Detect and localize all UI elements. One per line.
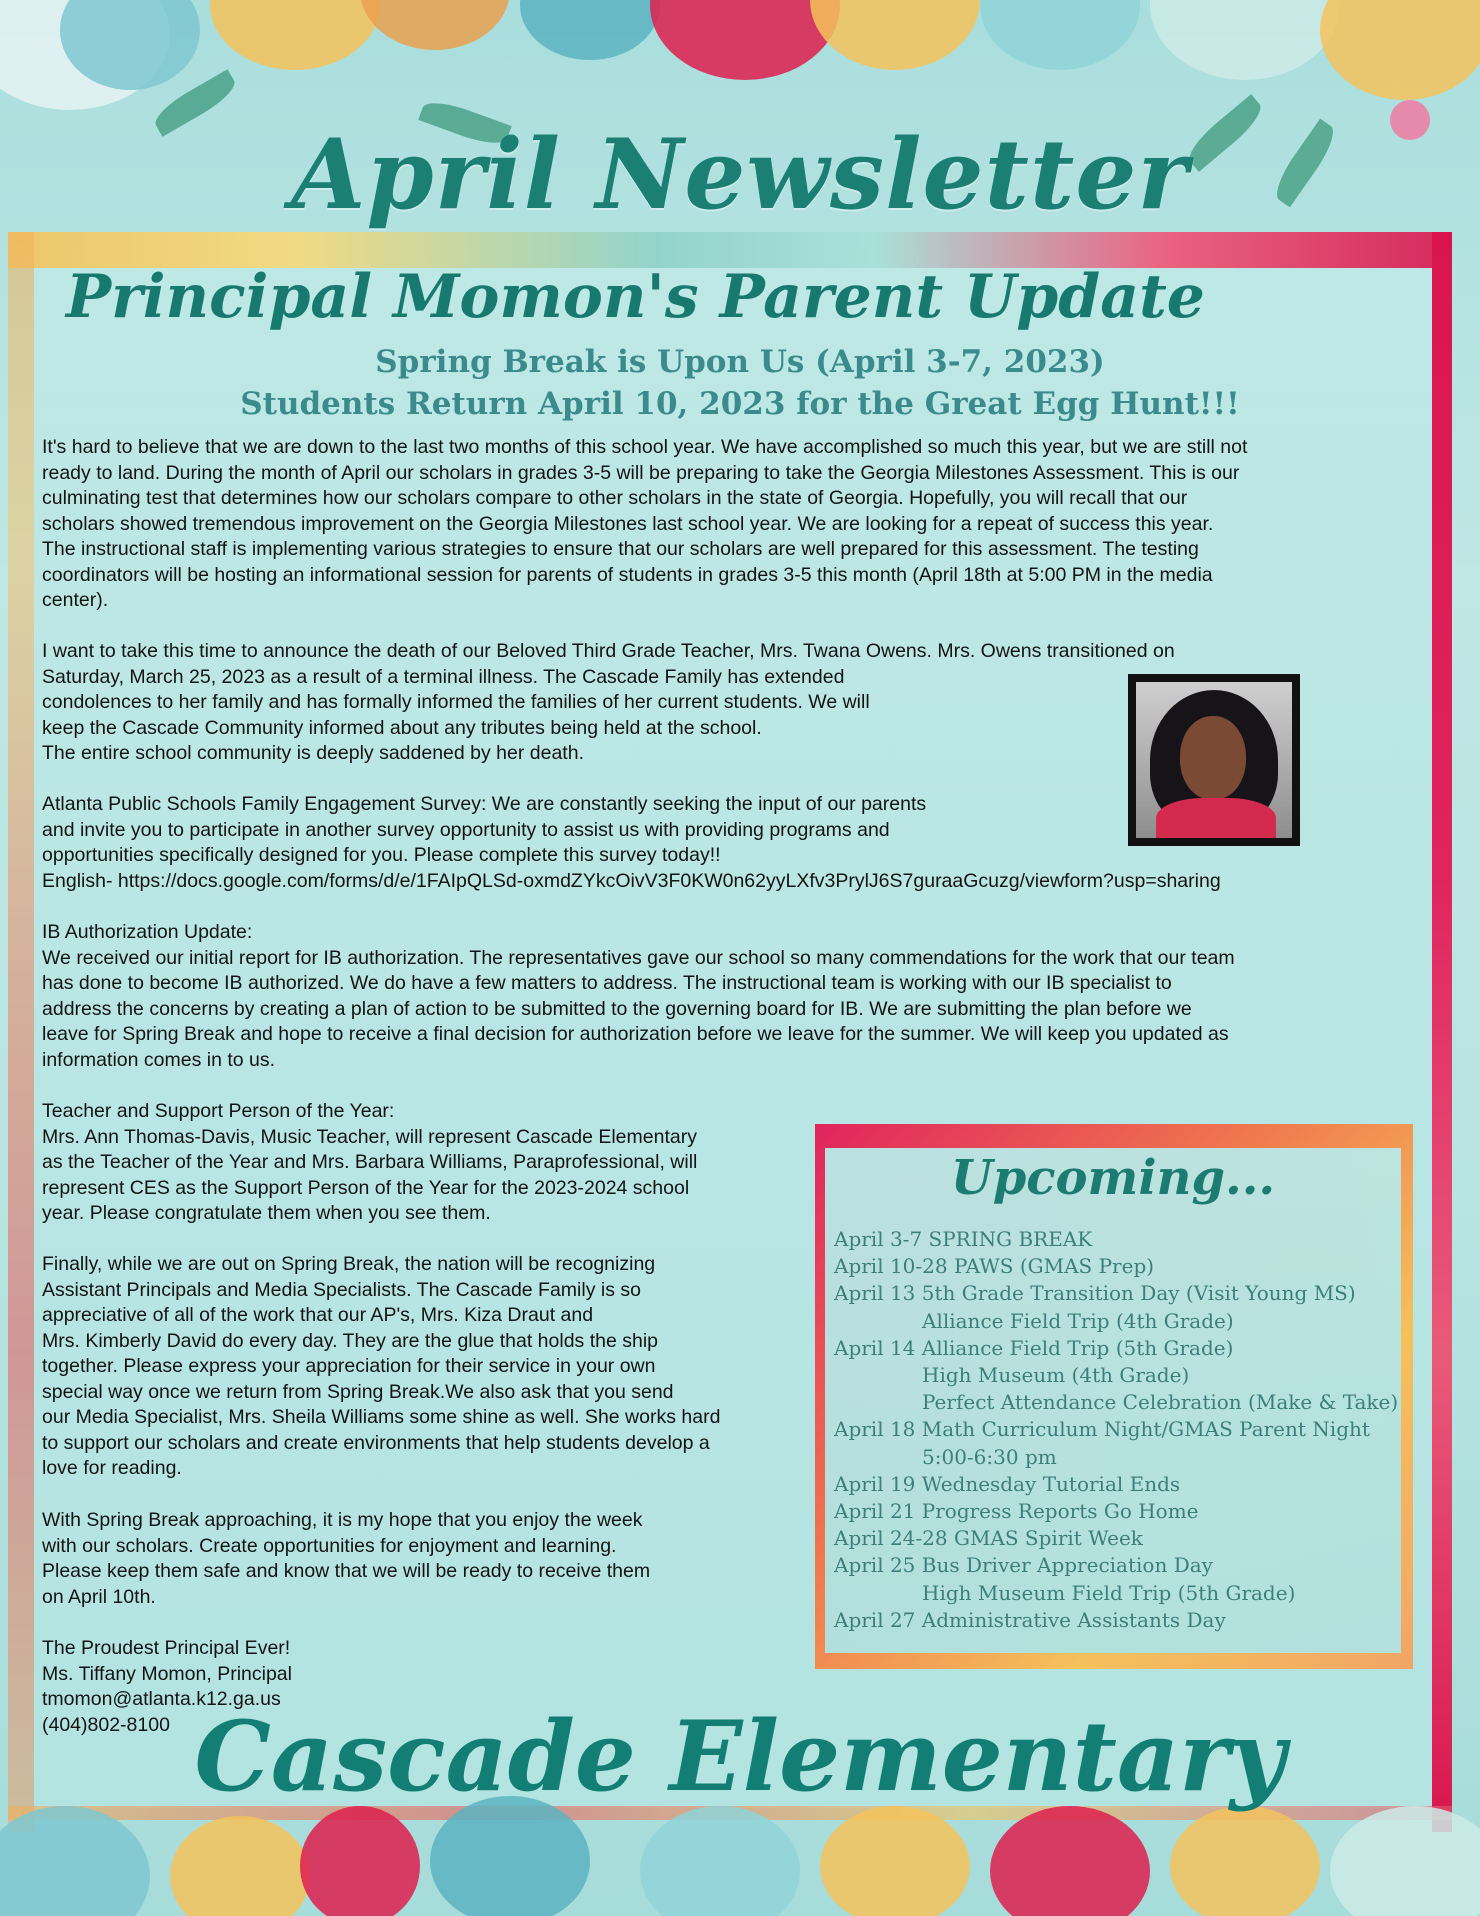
upcoming-event-detail: High Museum Field Trip (5th Grade) [922,1580,1296,1605]
upcoming-events-list [834,1226,1400,1634]
headline-spring-break: Spring Break is Upon Us (April 3-7, 2023) [375,344,1105,380]
upcoming-event: April 13 5th Grade Transition Day (Visit Young MS) [834,1281,1356,1306]
upcoming-event: April 18 Math Curriculum Night/GMAS Parent Night [834,1417,1370,1442]
headline-students-return: Students Return April 10, 2023 for the Great Egg Hunt!!! [240,386,1240,422]
frame-right-border [1432,232,1452,1832]
survey-paragraph: Atlanta Public Schools Family Engagement Survey: We are constantly seeking the input of our parents and invite you to participate in another survey opportunity to assist us with providing programs and opportunities specifically designed for you. Please complete this survey today!! English- https://docs.google.com/forms/d/e/1FAIpQLSd-oxmdZYkcOivV3F0KW0n62yyLXfv3PrylJ6S7guraaGcuzg/viewform?usp=sharing [42,793,1221,892]
upcoming-event-detail: Perfect Attendance Celebration (Make & Take) [922,1390,1399,1415]
upcoming-event: April 24-28 GMAS Spirit Week [834,1526,1143,1551]
upcoming-event: April 27 Administrative Assistants Day [834,1607,1226,1632]
upcoming-event-detail: Alliance Field Trip (4th Grade) [922,1308,1234,1333]
update-title: Principal Momon's Parent Update [66,262,1205,332]
closing-paragraph: With Spring Break approaching, it is my hope that you enjoy the week with our scholars. Create opportunities for enjoyment and learning. Please keep them safe and know that we will be ready to receive them on April 10th. [42,1509,651,1608]
upcoming-event: April 14 Alliance Field Trip (5th Grade) [834,1335,1234,1360]
upcoming-event: April 3-7 SPRING BREAK [834,1227,1093,1251]
teacher-of-year-paragraph: Teacher and Support Person of the Year: Mrs. Ann Thomas-Davis, Music Teacher, will represent Cascade Elementary as the Teacher of the Year and Mrs. Barbara Williams, Paraprofessional, will represent CES as the Support Person of the Year for the 2023-2024 school year. Please congratulate them when you see them. [42,1100,698,1224]
appreciation-paragraph: Finally, while we are out on Spring Break, the nation will be recognizing Assistant Principals and Media Specialists. The Cascade Family is so appreciative of all of the work that our AP's, Mrs. Kiza Draut and Mrs. Kimberly David do every day. They are the glue that holds the ship together. Please express your appreciation for their service in your own special way once we return from Spring Break.We also ask that you send our Media Specialist, Mrs. Sheila Williams some shine as well. She works hard to support our scholars and create environments that help students develop a love for reading. [42,1253,721,1479]
intro-paragraph: It's hard to believe that we are down to the last two months of this school year. We have accomplished so much this year, but we are still not ready to land. During the month of April our scholars in grades 3-5 will be preparing to take the Georgia Milestones Assessment. This is our culminating test that determines how our scholars compare to other scholars in the state of Georgia. Hopefully, you will recall that our scholars showed tremendous improvement on the Georgia Milestones last school year. We are looking for a repeat of success this year. The instructional staff is implementing various strategies to ensure that our scholars are well prepared for this assessment. The testing coordinators will be hosting an informational session for parents of students in grades 3-5 this month (April 18th at 5:00 PM in the media center). [42,436,1248,611]
ib-authorization-paragraph: IB Authorization Update: We received our initial report for IB authorization. The representatives gave our school so many commendations for the work that our team has done to become IB authorized. We do have a few matters to address. The instructional team is working with our IB specialist to address the concerns by creating a plan of action to be submitted to the governing board for IB. We are submitting the plan before we leave for Spring Break and hope to receive a final decision for authorization before we leave for the summer. We will keep you updated as information comes in to us. [42,921,1235,1071]
school-name: Cascade Elementary [194,1700,1286,1813]
upcoming-event-detail: High Museum (4th Grade) [922,1363,1190,1388]
upcoming-event-detail: 5:00-6:30 pm [922,1444,1057,1469]
upcoming-event: April 10-28 PAWS (GMAS Prep) [834,1254,1155,1279]
upcoming-event: April 19 Wednesday Tutorial Ends [834,1471,1181,1496]
upcoming-event: April 21 Progress Reports Go Home [834,1499,1199,1524]
newsletter-title: April Newsletter [291,118,1189,231]
frame-left-border [8,232,34,1832]
upcoming-event: April 25 Bus Driver Appreciation Day [834,1553,1213,1578]
principal-signature: The Proudest Principal Ever! Ms. Tiffany Momon, Principal tmomon@atlanta.k12.ga.us (404)802-8100 [42,1637,292,1736]
upcoming-title: Upcoming... [950,1150,1276,1206]
memorial-paragraph: I want to take this time to announce the death of our Beloved Third Grade Teacher, Mrs. Twana Owens. Mrs. Owens transitioned on Saturday, March 25, 2023 as a result of a terminal illness. The Cascade Family has extended condolences to her family and has formally informed the families of her current students. We will keep the Cascade Community informed about any tributes being held at the school. The entire school community is deeply saddened by her death. [42,640,1175,764]
